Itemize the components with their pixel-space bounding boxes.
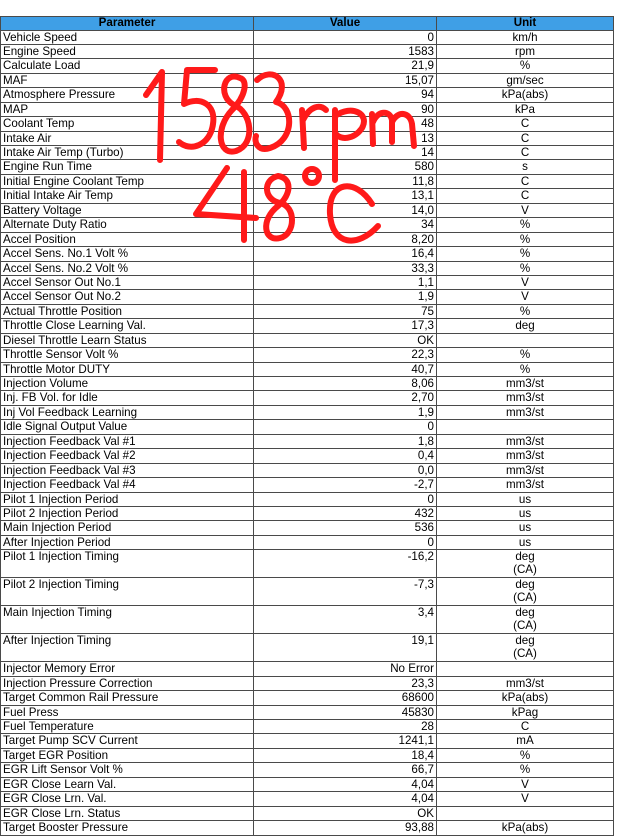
unit-cell: kPa(abs) xyxy=(437,88,614,102)
unit-cell: kPag xyxy=(437,705,614,719)
table-row xyxy=(1,377,614,391)
table-row xyxy=(1,420,614,434)
table-row xyxy=(1,662,614,676)
unit-cell: C xyxy=(437,117,614,131)
table-row xyxy=(1,88,614,102)
param-cell: Actual Throttle Position xyxy=(1,304,254,318)
param-cell: Accel Sens. No.2 Volt % xyxy=(1,261,254,275)
table-row xyxy=(1,792,614,806)
value-cell: 13 xyxy=(254,131,437,145)
value-cell: 75 xyxy=(254,304,437,318)
param-cell: Accel Position xyxy=(1,232,254,246)
unit-cell: % xyxy=(437,59,614,73)
value-cell: 1,8 xyxy=(254,434,437,448)
table-row xyxy=(1,763,614,777)
param-cell: After Injection Timing xyxy=(1,634,254,662)
table-row xyxy=(1,160,614,174)
header-row xyxy=(1,17,614,31)
value-cell: 8,20 xyxy=(254,232,437,246)
value-cell: 93,88 xyxy=(254,821,437,835)
unit-cell: kPa(abs) xyxy=(437,691,614,705)
param-cell: Pilot 2 Injection Timing xyxy=(1,578,254,606)
unit-cell: rpm xyxy=(437,44,614,58)
param-cell: Inj. FB Vol. for Idle xyxy=(1,391,254,405)
param-cell: Battery Voltage xyxy=(1,203,254,217)
table-row xyxy=(1,578,614,606)
value-cell: 0 xyxy=(254,420,437,434)
value-cell: 13,1 xyxy=(254,189,437,203)
unit-cell: mm3/st xyxy=(437,463,614,477)
value-cell: 94 xyxy=(254,88,437,102)
unit-cell: % xyxy=(437,218,614,232)
value-cell: 1241,1 xyxy=(254,734,437,748)
param-cell: EGR Close Learn Val. xyxy=(1,777,254,791)
param-cell: Throttle Close Learning Val. xyxy=(1,319,254,333)
table-row xyxy=(1,821,614,835)
table-row xyxy=(1,634,614,662)
table-row xyxy=(1,174,614,188)
table-row xyxy=(1,304,614,318)
unit-cell: C xyxy=(437,720,614,734)
unit-cell: % xyxy=(437,362,614,376)
table-row xyxy=(1,102,614,116)
table-row xyxy=(1,676,614,690)
param-cell: Intake Air xyxy=(1,131,254,145)
value-cell: 0 xyxy=(254,535,437,549)
unit-cell: kPa(abs) xyxy=(437,821,614,835)
unit-cell: C xyxy=(437,131,614,145)
param-cell: Injector Memory Error xyxy=(1,662,254,676)
value-cell: 14 xyxy=(254,146,437,160)
value-cell: 22,3 xyxy=(254,348,437,362)
table-row xyxy=(1,232,614,246)
unit-cell: km/h xyxy=(437,30,614,44)
value-cell: 4,04 xyxy=(254,777,437,791)
unit-cell: mm3/st xyxy=(437,377,614,391)
param-cell: Injection Feedback Val #4 xyxy=(1,478,254,492)
column-header-value: Value xyxy=(254,17,437,31)
unit-cell: deg (CA) xyxy=(437,550,614,578)
param-cell: Target Common Rail Pressure xyxy=(1,691,254,705)
table-row xyxy=(1,434,614,448)
value-cell: 21,9 xyxy=(254,59,437,73)
param-cell: Coolant Temp xyxy=(1,117,254,131)
unit-cell: V xyxy=(437,275,614,289)
unit-cell xyxy=(437,420,614,434)
unit-cell: V xyxy=(437,792,614,806)
table-row xyxy=(1,290,614,304)
table-row xyxy=(1,146,614,160)
table-row xyxy=(1,319,614,333)
unit-cell: % xyxy=(437,232,614,246)
value-cell: 0,4 xyxy=(254,449,437,463)
param-cell: Target Booster Pressure xyxy=(1,821,254,835)
unit-cell xyxy=(437,333,614,347)
table-row xyxy=(1,189,614,203)
param-cell: Target EGR Position xyxy=(1,748,254,762)
value-cell: OK xyxy=(254,806,437,820)
param-cell: EGR Lift Sensor Volt % xyxy=(1,763,254,777)
unit-cell: % xyxy=(437,261,614,275)
value-cell: 1,1 xyxy=(254,275,437,289)
table-row xyxy=(1,218,614,232)
unit-cell: us xyxy=(437,492,614,506)
param-cell: Diesel Throttle Learn Status xyxy=(1,333,254,347)
value-cell: 48 xyxy=(254,117,437,131)
value-cell: 11,8 xyxy=(254,174,437,188)
param-cell: Pilot 2 Injection Period xyxy=(1,506,254,520)
value-cell: -16,2 xyxy=(254,550,437,578)
unit-cell: deg (CA) xyxy=(437,634,614,662)
param-cell: EGR Close Lrn. Val. xyxy=(1,792,254,806)
param-cell: Throttle Motor DUTY xyxy=(1,362,254,376)
param-cell: Alternate Duty Ratio xyxy=(1,218,254,232)
value-cell: 8,06 xyxy=(254,377,437,391)
unit-cell: deg (CA) xyxy=(437,578,614,606)
table-row xyxy=(1,275,614,289)
param-cell: Injection Feedback Val #2 xyxy=(1,449,254,463)
value-cell: 1,9 xyxy=(254,405,437,419)
value-cell: 40,7 xyxy=(254,362,437,376)
table-row xyxy=(1,44,614,58)
value-cell: No Error xyxy=(254,662,437,676)
table-row xyxy=(1,550,614,578)
value-cell: -7,3 xyxy=(254,578,437,606)
value-cell: 4,04 xyxy=(254,792,437,806)
unit-cell: V xyxy=(437,203,614,217)
param-cell: EGR Close Lrn. Status xyxy=(1,806,254,820)
table-row xyxy=(1,117,614,131)
table-row xyxy=(1,131,614,145)
table-row xyxy=(1,777,614,791)
unit-cell xyxy=(437,662,614,676)
value-cell: 0 xyxy=(254,30,437,44)
value-cell: -2,7 xyxy=(254,478,437,492)
value-cell: 23,3 xyxy=(254,676,437,690)
table-row xyxy=(1,705,614,719)
value-cell: 3,4 xyxy=(254,606,437,634)
unit-cell: us xyxy=(437,535,614,549)
unit-cell: mm3/st xyxy=(437,449,614,463)
param-cell: Pilot 1 Injection Timing xyxy=(1,550,254,578)
table-row xyxy=(1,748,614,762)
unit-cell: C xyxy=(437,189,614,203)
value-cell: 15,07 xyxy=(254,73,437,87)
value-cell: 34 xyxy=(254,218,437,232)
table-row xyxy=(1,478,614,492)
unit-cell: % xyxy=(437,247,614,261)
table-row xyxy=(1,506,614,520)
param-cell: Accel Sens. No.1 Volt % xyxy=(1,247,254,261)
unit-cell: mm3/st xyxy=(437,405,614,419)
unit-cell: mm3/st xyxy=(437,434,614,448)
table-row xyxy=(1,348,614,362)
table-row xyxy=(1,405,614,419)
table-row xyxy=(1,535,614,549)
unit-cell: s xyxy=(437,160,614,174)
param-cell: Injection Feedback Val #3 xyxy=(1,463,254,477)
table-body xyxy=(1,30,614,835)
param-cell: After Injection Period xyxy=(1,535,254,549)
param-cell: Accel Sensor Out No.2 xyxy=(1,290,254,304)
unit-cell: % xyxy=(437,763,614,777)
value-cell: 14,0 xyxy=(254,203,437,217)
value-cell: 17,3 xyxy=(254,319,437,333)
param-cell: Main Injection Period xyxy=(1,521,254,535)
param-cell: Target Pump SCV Current xyxy=(1,734,254,748)
value-cell: 16,4 xyxy=(254,247,437,261)
unit-cell: V xyxy=(437,777,614,791)
value-cell: 1583 xyxy=(254,44,437,58)
value-cell: 0 xyxy=(254,492,437,506)
value-cell: 68600 xyxy=(254,691,437,705)
param-cell: MAF xyxy=(1,73,254,87)
value-cell: 45830 xyxy=(254,705,437,719)
unit-cell: C xyxy=(437,146,614,160)
table-row xyxy=(1,734,614,748)
param-cell: Injection Volume xyxy=(1,377,254,391)
value-cell: 18,4 xyxy=(254,748,437,762)
table-row xyxy=(1,247,614,261)
unit-cell: mm3/st xyxy=(437,478,614,492)
table-row xyxy=(1,59,614,73)
unit-cell: us xyxy=(437,506,614,520)
param-cell: Inj Vol Feedback Learning xyxy=(1,405,254,419)
value-cell: 2,70 xyxy=(254,391,437,405)
unit-cell: mm3/st xyxy=(437,676,614,690)
unit-cell: deg xyxy=(437,319,614,333)
param-cell: Fuel Temperature xyxy=(1,720,254,734)
param-cell: Intake Air Temp (Turbo) xyxy=(1,146,254,160)
param-cell: Injection Feedback Val #1 xyxy=(1,434,254,448)
value-cell: 536 xyxy=(254,521,437,535)
value-cell: 33,3 xyxy=(254,261,437,275)
value-cell: 66,7 xyxy=(254,763,437,777)
unit-cell xyxy=(437,806,614,820)
param-cell: Calculate Load xyxy=(1,59,254,73)
table-row xyxy=(1,463,614,477)
value-cell: 90 xyxy=(254,102,437,116)
param-cell: MAP xyxy=(1,102,254,116)
value-cell: 580 xyxy=(254,160,437,174)
table-row xyxy=(1,691,614,705)
table-row xyxy=(1,606,614,634)
unit-cell: V xyxy=(437,290,614,304)
table-row xyxy=(1,73,614,87)
param-cell: Engine Run Time xyxy=(1,160,254,174)
value-cell: 432 xyxy=(254,506,437,520)
param-cell: Fuel Press xyxy=(1,705,254,719)
unit-cell: mA xyxy=(437,734,614,748)
unit-cell: % xyxy=(437,748,614,762)
value-cell: OK xyxy=(254,333,437,347)
value-cell: 28 xyxy=(254,720,437,734)
unit-cell: mm3/st xyxy=(437,391,614,405)
table-row xyxy=(1,391,614,405)
param-cell: Accel Sensor Out No.1 xyxy=(1,275,254,289)
unit-cell: kPa xyxy=(437,102,614,116)
unit-cell: C xyxy=(437,174,614,188)
param-cell: Throttle Sensor Volt % xyxy=(1,348,254,362)
unit-cell: deg (CA) xyxy=(437,606,614,634)
unit-cell: us xyxy=(437,521,614,535)
table-row xyxy=(1,30,614,44)
param-cell: Initial Engine Coolant Temp xyxy=(1,174,254,188)
param-cell: Injection Pressure Correction xyxy=(1,676,254,690)
parameter-table xyxy=(0,16,614,836)
param-cell: Pilot 1 Injection Period xyxy=(1,492,254,506)
table-row xyxy=(1,261,614,275)
value-cell: 19,1 xyxy=(254,634,437,662)
param-cell: Atmosphere Pressure xyxy=(1,88,254,102)
table-row xyxy=(1,362,614,376)
param-cell: Initial Intake Air Temp xyxy=(1,189,254,203)
param-cell: Main Injection Timing xyxy=(1,606,254,634)
table-row xyxy=(1,720,614,734)
table-row xyxy=(1,203,614,217)
table-row xyxy=(1,449,614,463)
table-row xyxy=(1,333,614,347)
table-row xyxy=(1,492,614,506)
value-cell: 1,9 xyxy=(254,290,437,304)
param-cell: Vehicle Speed xyxy=(1,30,254,44)
unit-cell: % xyxy=(437,304,614,318)
value-cell: 0,0 xyxy=(254,463,437,477)
column-header-parameter: Parameter xyxy=(1,17,254,31)
param-cell: Engine Speed xyxy=(1,44,254,58)
unit-cell: gm/sec xyxy=(437,73,614,87)
param-cell: Idle Signal Output Value xyxy=(1,420,254,434)
unit-cell: % xyxy=(437,348,614,362)
table-row xyxy=(1,521,614,535)
table-row xyxy=(1,806,614,820)
column-header-unit: Unit xyxy=(437,17,614,31)
